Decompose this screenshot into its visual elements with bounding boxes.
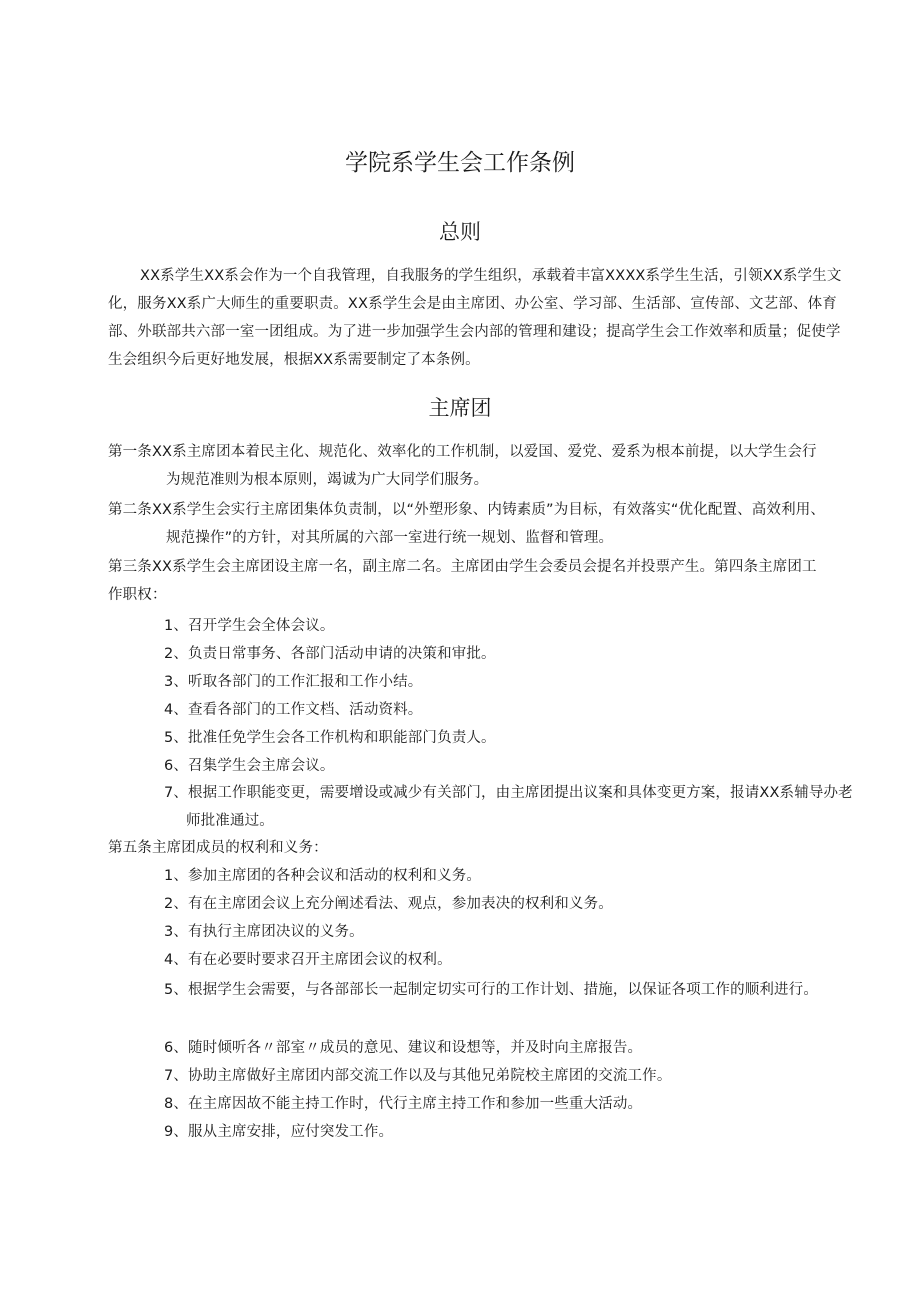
duty-item-2: 2、有在主席团会议上充分阐述看法、观点，参加表决的权利和义务。 bbox=[164, 896, 613, 912]
duty-item-3: 3、有执行主席团决议的义务。 bbox=[164, 924, 364, 940]
power-item-3: 3、听取各部门的工作汇报和工作小结。 bbox=[164, 674, 423, 690]
duty-item-7: 7、协助主席做好主席团内部交流工作以及与其他兄弟院校主席团的交流工作。 bbox=[164, 1068, 672, 1084]
article-5: 第五条主席团成员的权利和义务： bbox=[108, 840, 328, 856]
duty-item-5: 5、根据学生会需要，与各部部长一起制定切实可行的工作计划、措施，以保证各项工作的顺利进行。 bbox=[164, 982, 818, 998]
duty-item-6: 6、随时倾听各〃部室〃成员的意见、建议和设想等，并及时向主席报告。 bbox=[164, 1040, 643, 1056]
section-heading-general: 总则 bbox=[439, 220, 481, 244]
article-1: 第一条XX系主席团本着民主化、规范化、效率化的工作机制，以爱国、爱党、爱系为根本前提，以大学生会行为规范准则为根本原则，竭诚为广大同学们服务。 bbox=[108, 444, 817, 488]
section-heading-presidium: 主席团 bbox=[428, 396, 492, 420]
general-paragraph: XX系学生XX系会作为一个自我管理，自我服务的学生组织，承载着丰富XXXX系学生生活，引领XX系学生文化，服务XX系广大师生的重要职责。XX系学生会是由主席团、办公室、学习部、生活部、宣传部、文艺部、体育部、外联部共六部一室一团组成。为了进一步加强学生会内部的管理和建设；提高学生会工作效率和质量；促使学生会组织今后更好地发展，根据XX系需要制定了本条例。 bbox=[108, 268, 842, 368]
article-3: 第三条XX系学生会主席团设主席一名，副主席二名。主席团由学生会委员会提名并投票产生。第四条主席团工作职权： bbox=[108, 559, 817, 603]
article-2: 第二条XX系学生会实行主席团集体负责制，以“外塑形象、内铸素质”为目标，有效落实“优化配置、高效利用、规范操作”的方针，对其所属的六部一室进行统一规划、监督和管理。 bbox=[108, 502, 826, 546]
power-item-2: 2、负责日常事务、各部门活动申请的决策和审批。 bbox=[164, 646, 496, 662]
document-title: 学院系学生会工作条例 bbox=[345, 150, 575, 176]
duty-item-8: 8、在主席因故不能主持工作时，代行主席主持工作和参加一些重大活动。 bbox=[164, 1096, 643, 1112]
power-item-4: 4、查看各部门的工作文档、活动资料。 bbox=[164, 702, 423, 718]
duty-item-9: 9、服从主席安排，应付突发工作。 bbox=[164, 1124, 394, 1140]
power-item-6: 6、召集学生会主席会议。 bbox=[164, 758, 335, 774]
duty-item-4: 4、有在必要时要求召开主席团会议的权利。 bbox=[164, 952, 452, 968]
power-item-1: 1、召开学生会全体会议。 bbox=[164, 618, 335, 634]
power-item-5: 5、批准任免学生会各工作机构和职能部门负责人。 bbox=[164, 730, 496, 746]
power-item-7: 7、根据工作职能变更，需要增设或减少有关部门，由主席团提出议案和具体变更方案，报请XX系辅导办老师批准通过。 bbox=[164, 785, 853, 829]
duty-item-1: 1、参加主席团的各种会议和活动的权利和义务。 bbox=[164, 868, 482, 884]
